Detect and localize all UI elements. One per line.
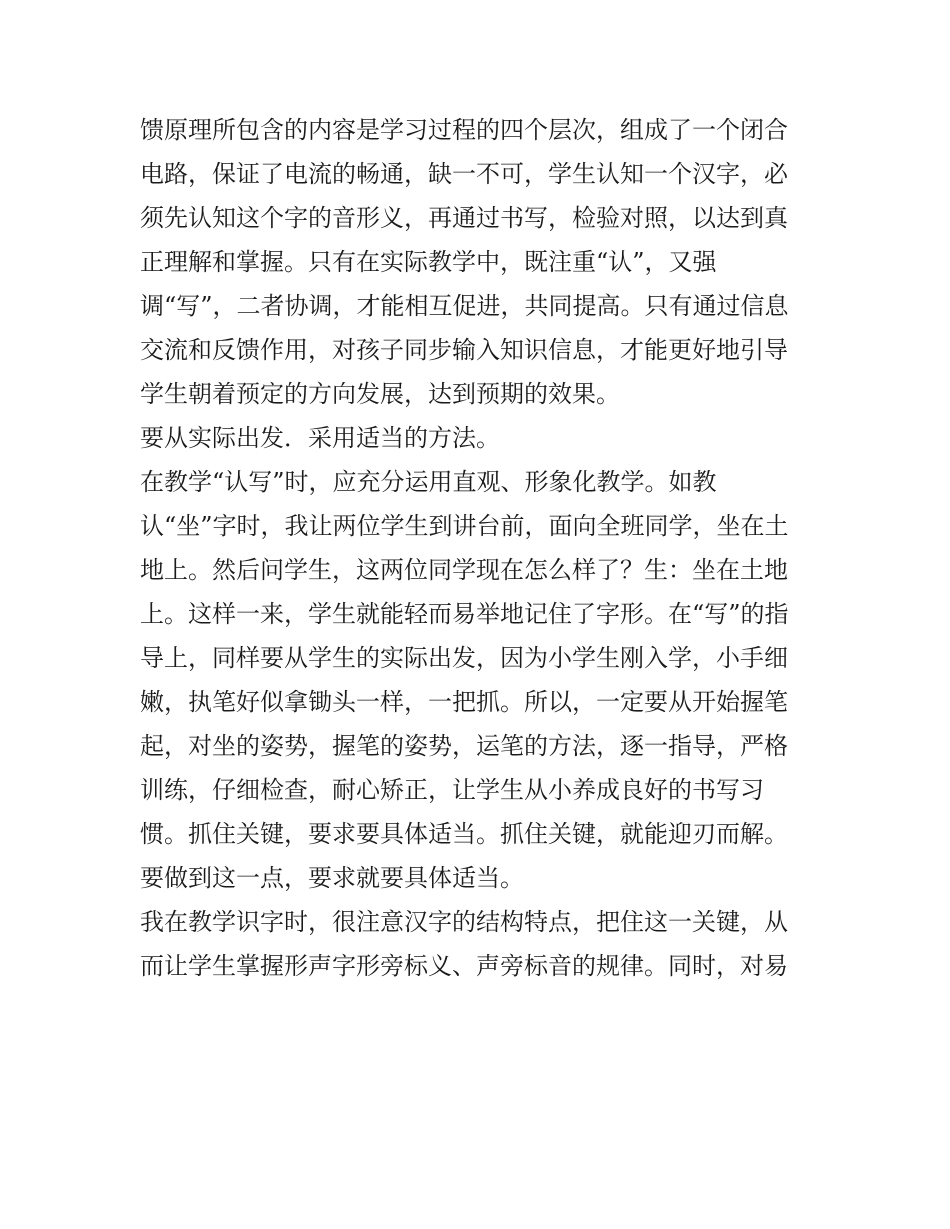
document-body xyxy=(140,108,830,988)
text-line: 上。这样一来，学生就能轻而易举地记住了字形。在“写”的指 xyxy=(140,600,789,628)
text-line: 须先认知这个字的音形义，再通过书写，检验对照，以达到真 xyxy=(140,204,788,232)
text-line: 交流和反馈作用，对孩子同步输入知识信息，才能更好地引导 xyxy=(140,336,788,364)
text-line: 认“坐”字时，我让两位学生到讲台前，面向全班同学，坐在土 xyxy=(140,512,789,540)
text-line: 地上。然后问学生，这两位同学现在怎么样了？生：坐在土地 xyxy=(140,556,788,584)
text-line: 学生朝着预定的方向发展，达到预期的效果。 xyxy=(140,380,620,408)
text-line: 在教学“认写”时，应充分运用直观、形象化教学。如教 xyxy=(140,468,717,496)
text-line: 导上，同样要从学生的实际出发，因为小学生刚入学，小手细 xyxy=(140,644,788,672)
text-line: 我在教学识字时，很注意汉字的结构特点，把住这一关键，从 xyxy=(140,908,788,936)
text-line: 电路，保证了电流的畅通，缺一不可，学生认知一个汉字，必 xyxy=(140,160,788,188)
text-line: 惯。抓住关键，要求要具体适当。抓住关键，就能迎刃而解。 xyxy=(140,820,788,848)
text-line: 调“写”，二者协调，才能相互促进，共同提高。只有通过信息 xyxy=(140,292,789,320)
text-line: 正理解和掌握。只有在实际教学中，既注重“认”，又强 xyxy=(140,248,717,276)
text-line: 而让学生掌握形声字形旁标义、声旁标音的规律。同时，对易 xyxy=(140,952,788,980)
text-line: 起，对坐的姿势，握笔的姿势，运笔的方法，逐一指导，严格 xyxy=(140,732,788,760)
text-line: 馈原理所包含的内容是学习过程的四个层次，组成了一个闭合 xyxy=(140,116,788,144)
text-line: 嫩，执笔好似拿锄头一样，一把抓。所以，一定要从开始握笔 xyxy=(140,688,788,716)
text-line: 训练，仔细检查，耐心矫正，让学生从小养成良好的书写习 xyxy=(140,776,764,804)
text-line: 要做到这一点，要求就要具体适当。 xyxy=(140,864,524,892)
text-line: 要从实际出发．采用适当的方法。 xyxy=(140,424,500,452)
